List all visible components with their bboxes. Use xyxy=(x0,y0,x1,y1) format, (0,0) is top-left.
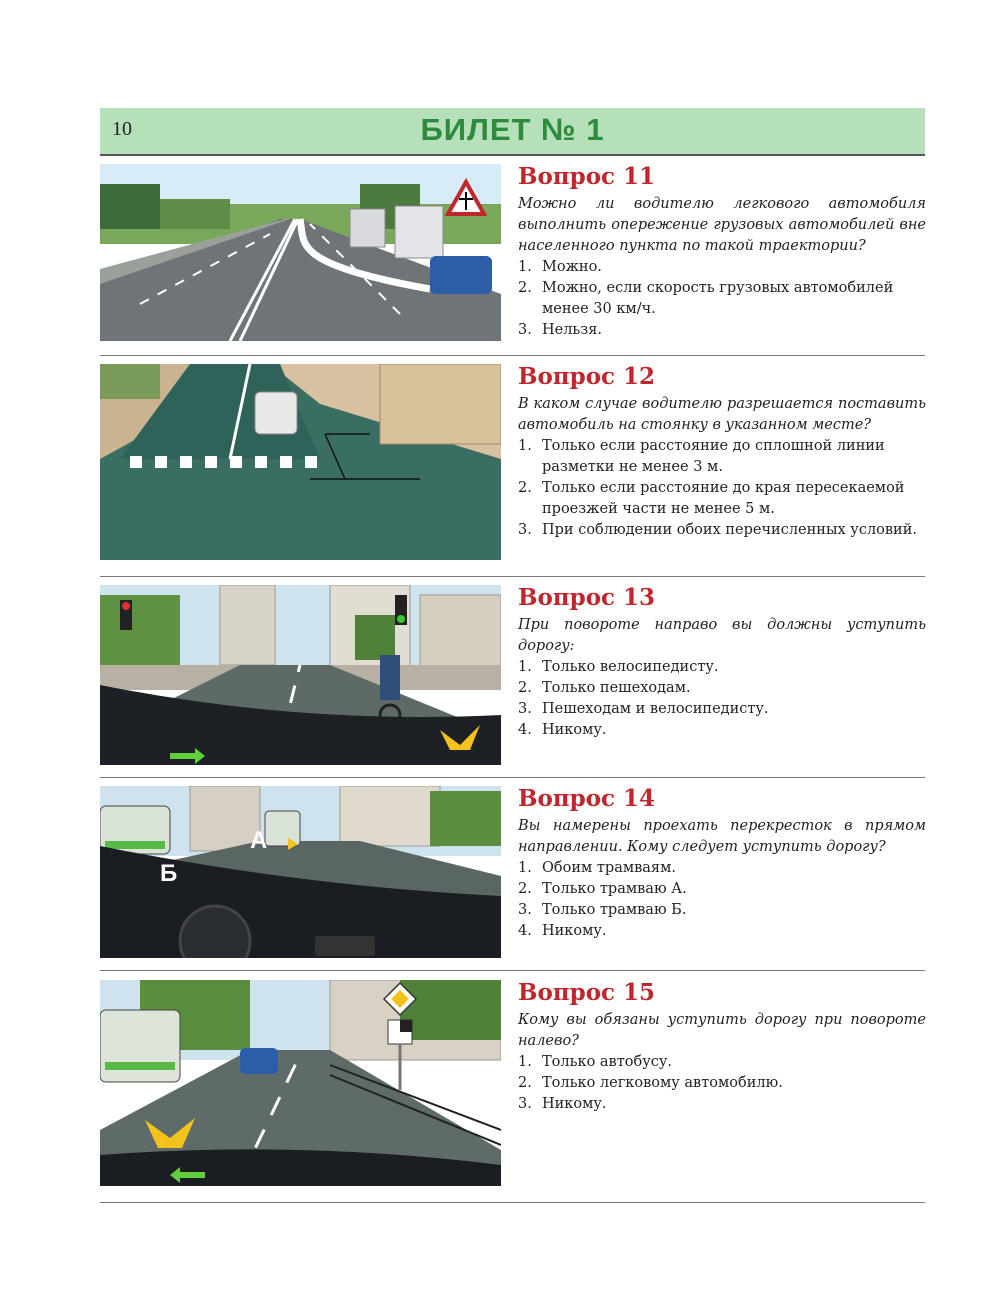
question-title: Вопрос 12 xyxy=(518,363,656,390)
tram-label-a: А xyxy=(250,827,268,854)
road-scene-image-12 xyxy=(100,364,501,560)
question-text-block xyxy=(518,164,926,341)
ticket-header xyxy=(100,108,925,156)
question-text: Вы намерены проехать перекресток в прямом направлении. Кому следует уступить дорогу? xyxy=(518,818,926,855)
answer-option[interactable]: 1. Только автобусу. xyxy=(518,1054,672,1070)
page-number: 10 xyxy=(112,118,132,140)
answer-list xyxy=(518,436,926,541)
answer-option[interactable]: 4. Никому. xyxy=(518,722,607,738)
answer-option[interactable]: 3. Пешеходам и велосипедисту. xyxy=(518,701,769,717)
answer-option[interactable]: 1. Можно. xyxy=(518,259,602,275)
question-block-11 xyxy=(100,164,925,356)
answer-option[interactable]: 3. Никому. xyxy=(518,1096,607,1112)
answer-list xyxy=(518,257,926,341)
answer-option[interactable]: 2. Только если расстояние до края пересекаемой проезжей части не менее 5 м. xyxy=(518,480,905,517)
question-block-12 xyxy=(100,364,925,578)
question-block-13 xyxy=(100,585,925,779)
divider xyxy=(100,777,925,778)
answer-list xyxy=(518,657,926,741)
divider xyxy=(100,1202,925,1203)
road-scene-image-11 xyxy=(100,164,501,341)
answer-option[interactable]: 4. Никому. xyxy=(518,923,607,939)
question-block-15 xyxy=(100,980,925,1204)
answer-list xyxy=(518,1052,926,1115)
road-scene-image-13 xyxy=(100,585,501,765)
answer-option[interactable]: 3. При соблюдении обоих перечисленных условий. xyxy=(518,522,917,538)
question-text-block xyxy=(518,585,926,741)
answer-option[interactable]: 1. Обоим трамваям. xyxy=(518,860,676,876)
answer-list xyxy=(518,858,926,942)
question-block-14 xyxy=(100,786,925,972)
answer-option[interactable]: 1. Только велосипедисту. xyxy=(518,659,719,675)
road-scene-image-15 xyxy=(100,980,501,1186)
question-text: Кому вы обязаны уступить дорогу при повороте налево? xyxy=(518,1012,926,1049)
answer-option[interactable]: 1. Только если расстояние до сплошной линии разметки не менее 3 м. xyxy=(518,438,885,475)
answer-option[interactable]: 2. Только трамваю А. xyxy=(518,881,687,897)
answer-option[interactable]: 2. Только пешеходам. xyxy=(518,680,691,696)
answer-option[interactable]: 3. Нельзя. xyxy=(518,322,602,338)
divider xyxy=(100,355,925,356)
tram-label-b: Б xyxy=(160,860,178,887)
question-text: При повороте направо вы должны уступить дорогу: xyxy=(518,617,926,654)
question-title: Вопрос 14 xyxy=(518,785,656,812)
question-text-block xyxy=(518,364,926,541)
question-text-block xyxy=(518,980,926,1115)
question-title: Вопрос 11 xyxy=(518,163,656,190)
question-title: Вопрос 13 xyxy=(518,584,656,611)
divider xyxy=(100,970,925,971)
answer-option[interactable]: 2. Только легковому автомобилю. xyxy=(518,1075,783,1091)
question-text: В каком случае водителю разрешается поставить автомобиль на стоянку в указанном месте? xyxy=(518,396,926,433)
question-title: Вопрос 15 xyxy=(518,979,656,1006)
road-scene-image-14 xyxy=(100,786,501,958)
divider xyxy=(100,576,925,577)
question-text: Можно ли водителю легкового автомобиля выполнить опережение грузовых автомобилей вне населенного пункта по такой траектории? xyxy=(518,196,926,254)
answer-option[interactable]: 3. Только трамваю Б. xyxy=(518,902,687,918)
answer-option[interactable]: 2. Можно, если скорость грузовых автомобилей менее 30 км/ч. xyxy=(518,280,894,317)
question-text-block xyxy=(518,786,926,942)
ticket-title: БИЛЕТ № 1 xyxy=(420,112,605,147)
